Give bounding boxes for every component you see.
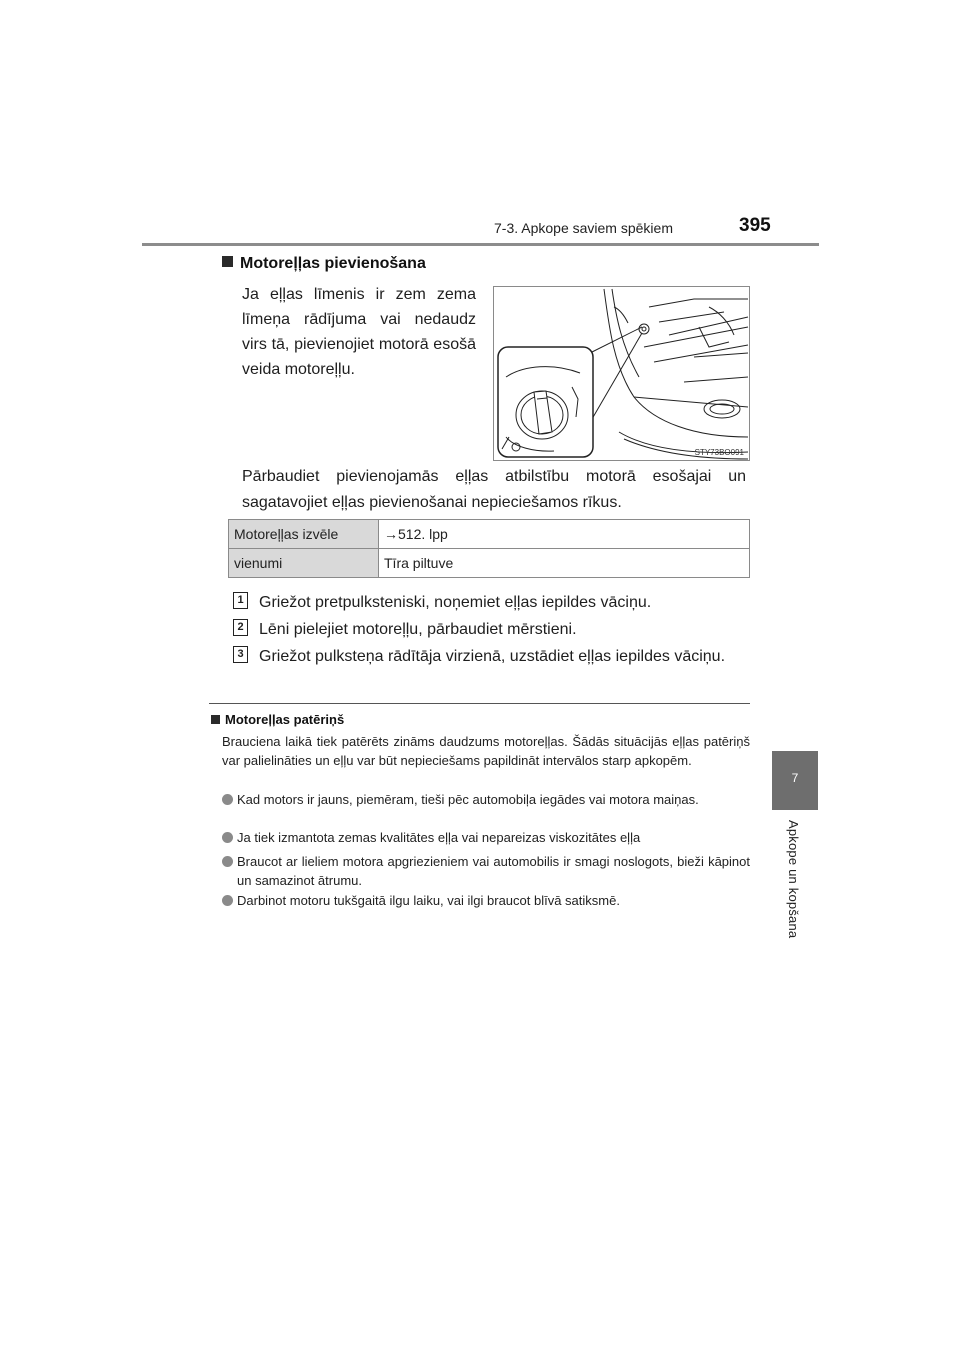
figure-code: STY73BO091	[694, 448, 744, 457]
square-bullet-icon	[211, 715, 220, 724]
check-paragraph: Pārbaudiet pievienojamās eļļas atbilstību motorā esošajai un sagatavojiet eļļas pievienošanai nepieciešamos rīkus.	[242, 468, 746, 511]
table-value-cell: Tīra piltuve	[379, 549, 750, 578]
list-item	[222, 852, 750, 890]
step-number-badge: 3	[233, 646, 248, 663]
square-bullet-icon	[222, 256, 233, 267]
header-divider	[142, 243, 819, 246]
section-header: 7-3. Apkope saviem spēkiem	[494, 220, 673, 236]
list-item	[222, 891, 750, 910]
list-item	[222, 790, 750, 809]
page-number: 395	[739, 215, 771, 236]
step-2	[233, 617, 748, 642]
engine-drawing	[494, 287, 749, 460]
bullet-dot-icon	[222, 895, 233, 906]
table-value-cell: →512. lpp	[379, 520, 750, 549]
list-item-text: Darbinot motoru tukšgaitā ilgu laiku, vai ilgi braucot blīvā satiksmē.	[237, 893, 620, 908]
step-1	[233, 590, 748, 615]
chapter-tab	[772, 751, 818, 810]
step-text: Griežot pretpulksteniski, noņemiet eļļas iepildes vāciņu.	[259, 594, 652, 611]
bullet-dot-icon	[222, 832, 233, 843]
intro-paragraph: Ja eļļas līmenis ir zem zema līmeņa rādījuma vai nedaudz virs tā, pievienojiet motorā esošā veida motoreļļu.	[242, 286, 476, 378]
note-body: Brauciena laikā tiek patērēts zināms daudzums motoreļļas. Šādās situācijās eļļas patēriņš var palielināties un eļļu var būt nepieciešams papildināt intervālos starp apkopēm.	[222, 734, 750, 768]
chapter-label: Apkope un kopšana	[786, 820, 801, 939]
bullet-dot-icon	[222, 794, 233, 805]
table-label-cell: vienumi	[229, 549, 379, 578]
engine-illustration	[493, 286, 750, 461]
step-text: Griežot pulksteņa rādītāja virzienā, uzstādiet eļļas iepildes vāciņu.	[259, 648, 726, 665]
list-item-text: Ja tiek izmantota zemas kvalitātes eļļa vai nepareizas viskozitātes eļļa	[237, 830, 641, 845]
list-item-text: Braucot ar lieliem motora apgriezieniem vai automobilis ir smagi noslogots, bieži kāpinot un samazinot ātrumu.	[237, 854, 750, 888]
section-title-text: Motoreļļas pievienošana	[240, 255, 426, 272]
table-label-cell: Motoreļļas izvēle	[229, 520, 379, 549]
note-title-text: Motoreļļas patēriņš	[225, 712, 345, 727]
bullet-dot-icon	[222, 856, 233, 867]
step-text: Lēni pielejiet motoreļļu, pārbaudiet mērstieni.	[259, 621, 577, 638]
list-item	[222, 828, 750, 847]
note-divider	[209, 703, 750, 704]
note-title	[211, 712, 344, 727]
section-title	[222, 255, 426, 273]
list-item-text: Kad motors ir jauns, piemēram, tieši pēc automobiļa iegādes vai motora maiņas.	[237, 792, 699, 807]
step-number-badge: 1	[233, 592, 248, 609]
step-3	[233, 644, 748, 669]
table-row	[229, 520, 750, 549]
table-row	[229, 549, 750, 578]
info-table	[228, 519, 750, 578]
step-number-badge: 2	[233, 619, 248, 636]
chapter-number: 7	[791, 771, 799, 785]
